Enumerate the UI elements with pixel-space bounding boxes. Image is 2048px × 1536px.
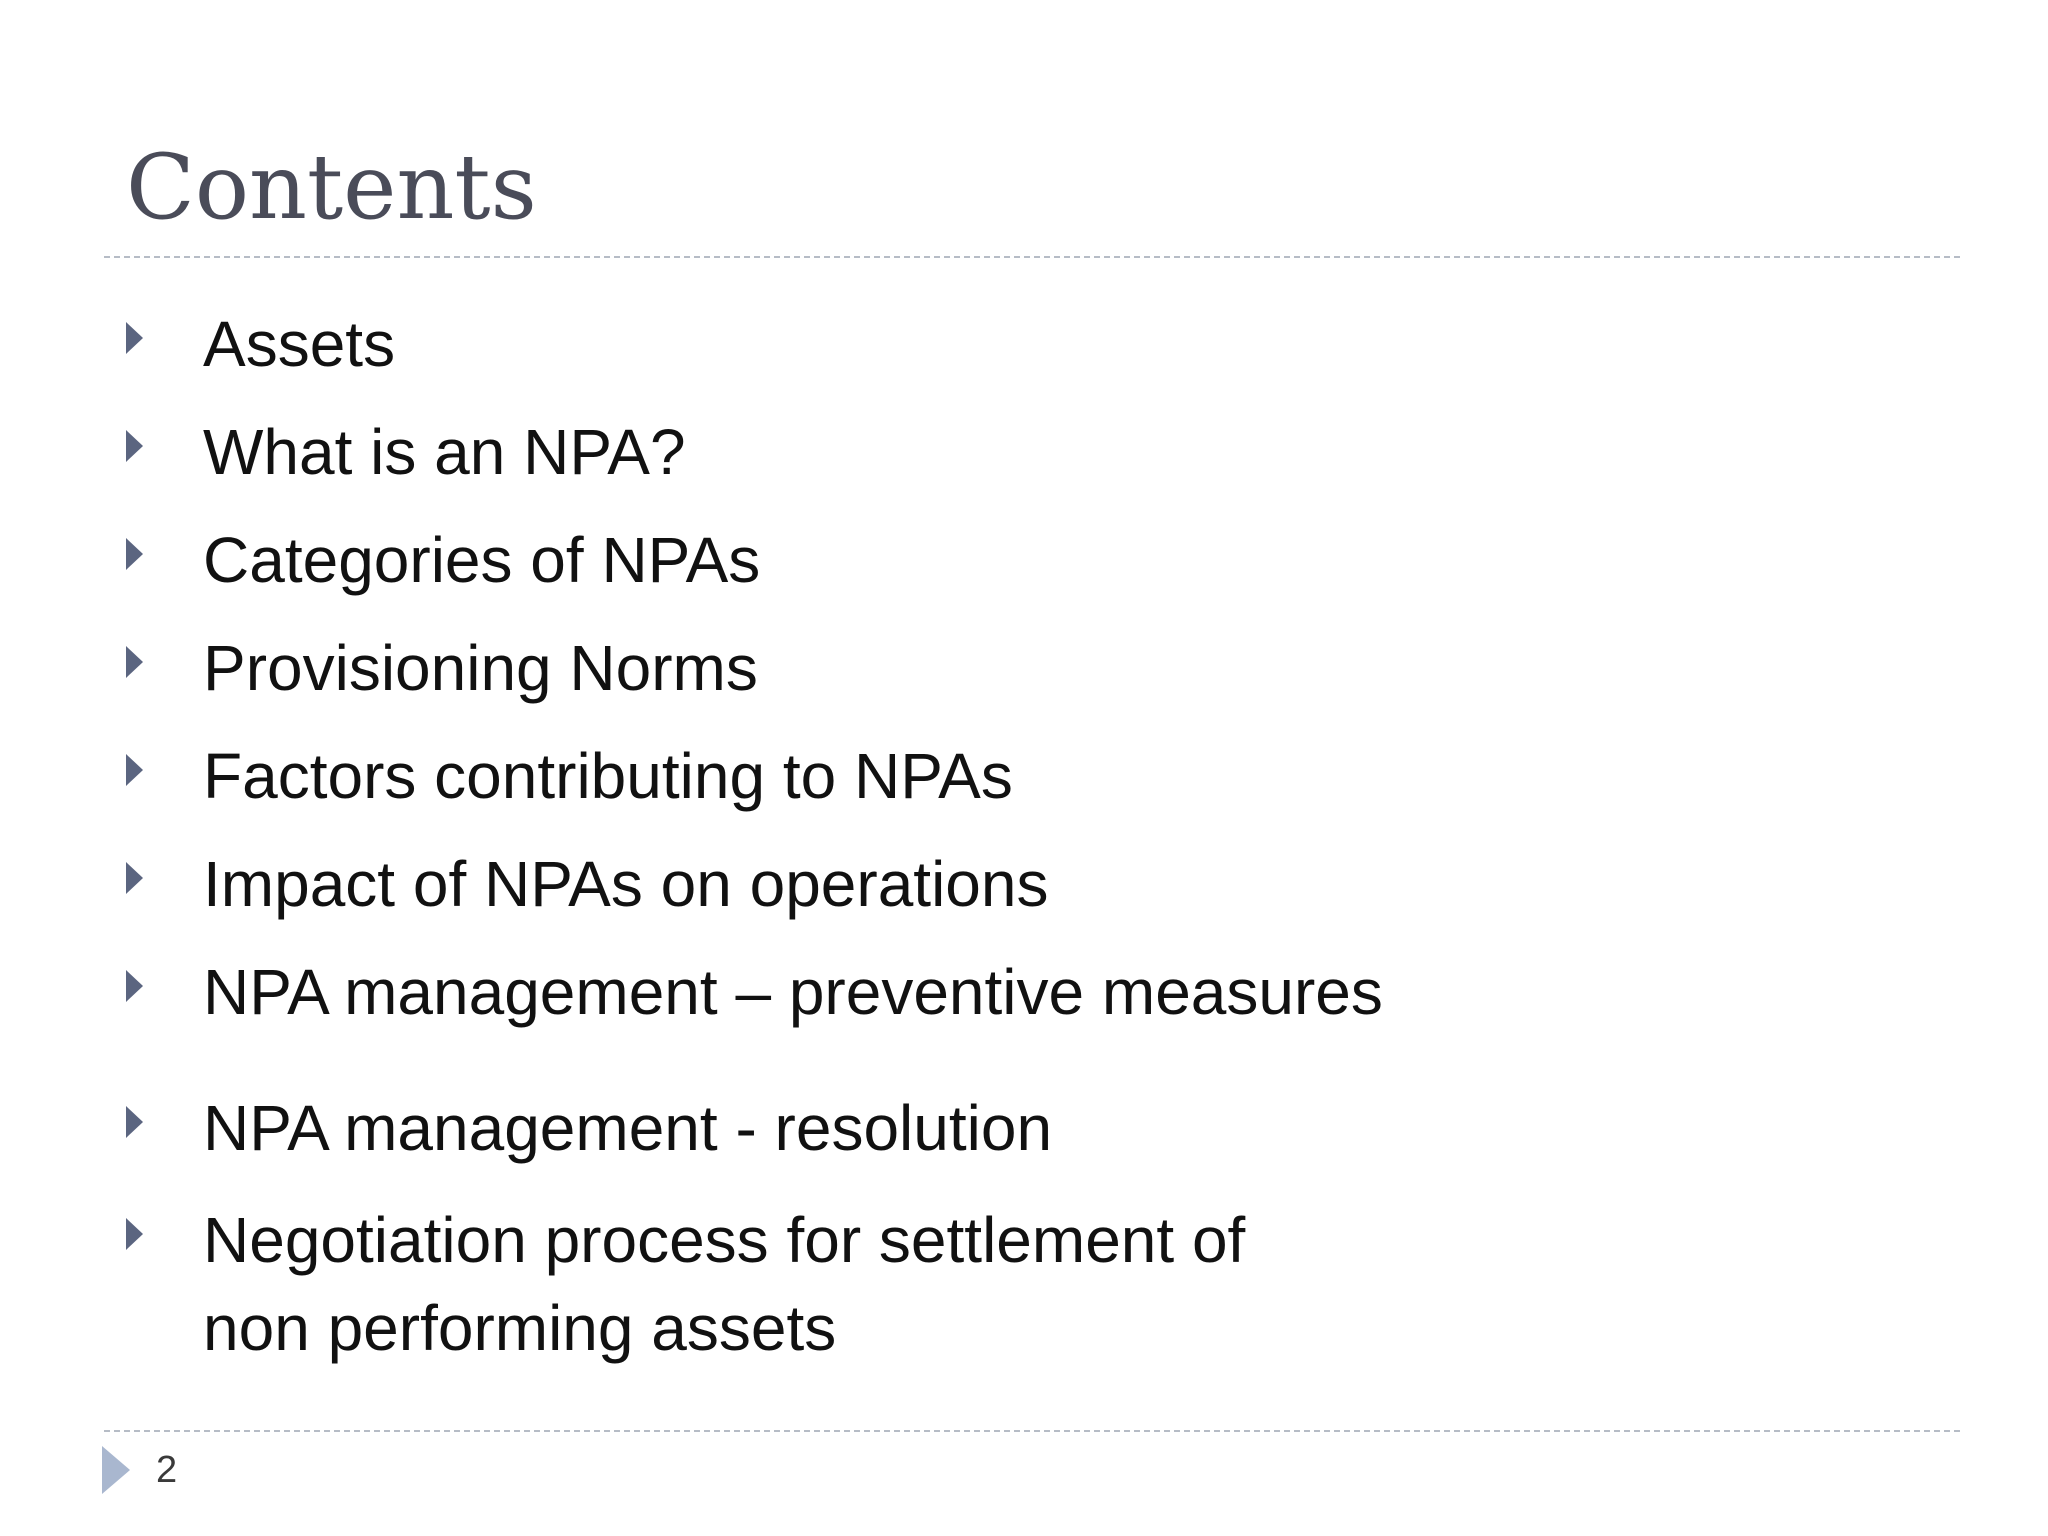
list-item-text: Impact of NPAs on operations [203, 848, 1049, 920]
list-item [126, 732, 1926, 820]
slide-title: Contents [126, 135, 537, 240]
list-item [126, 516, 1926, 604]
list-item [126, 1196, 1926, 1372]
list-item-text: NPA management – preventive measures [203, 956, 1383, 1028]
list-item-text: Factors contributing to NPAs [203, 740, 1013, 812]
page-number: 2 [156, 1449, 178, 1491]
list-item [126, 300, 1926, 388]
triangle-bullet-icon [126, 322, 143, 354]
triangle-bullet-icon [126, 430, 143, 462]
list-item [126, 840, 1926, 928]
list-item [126, 948, 1926, 1036]
triangle-bullet-icon [126, 1218, 143, 1250]
list-item [126, 624, 1926, 712]
list-item [126, 408, 1926, 496]
triangle-bullet-icon [126, 646, 143, 678]
list-item [126, 1084, 1926, 1172]
footer-divider [104, 1430, 1960, 1432]
list-item-text: NPA management - resolution [203, 1092, 1053, 1164]
list-item-text: Categories of NPAs [203, 524, 761, 596]
list-item-text: What is an NPA? [203, 416, 686, 488]
list-item-text: Negotiation process for settlement of non performing assets [203, 1204, 1246, 1364]
footer-arrow-icon [102, 1446, 130, 1494]
triangle-bullet-icon [126, 1106, 143, 1138]
triangle-bullet-icon [126, 754, 143, 786]
triangle-bullet-icon [126, 862, 143, 894]
title-divider [104, 256, 1960, 258]
triangle-bullet-icon [126, 970, 143, 1002]
list-item-text: Assets [203, 308, 396, 380]
list-item-text: Provisioning Norms [203, 632, 758, 704]
triangle-bullet-icon [126, 538, 143, 570]
